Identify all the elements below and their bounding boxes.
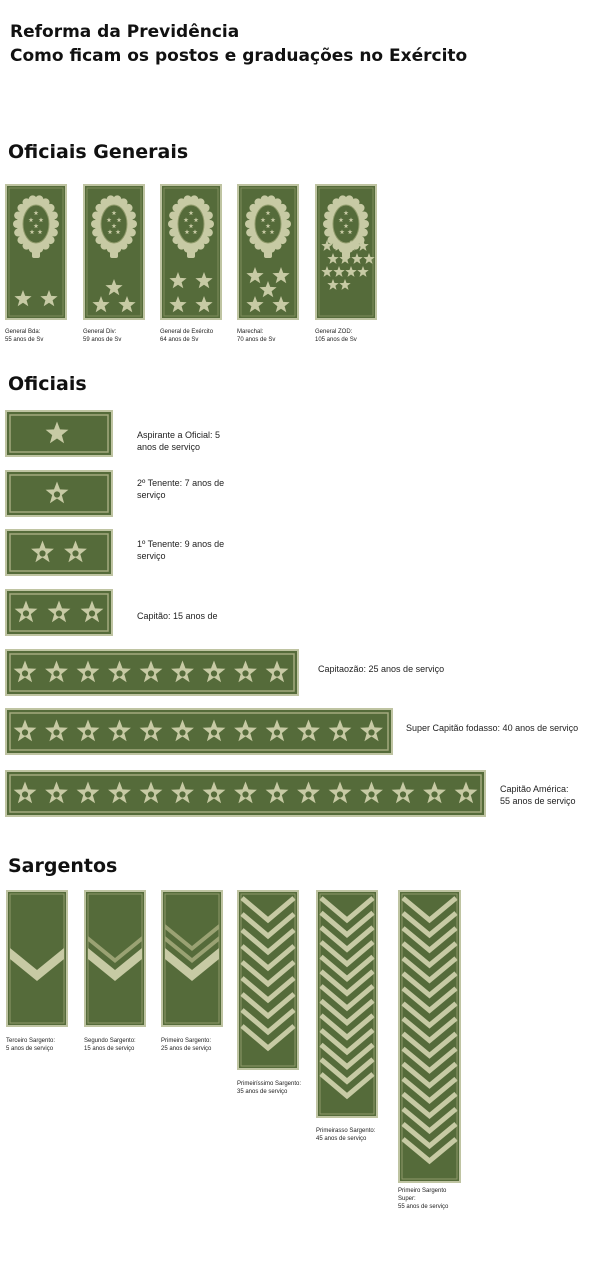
officer-years-label: serviço <box>137 490 166 500</box>
sergeant-patch-4 <box>237 890 299 1070</box>
general-years: 55 anos de Sv <box>5 337 44 343</box>
officer-rank-label: 1º Tenente: 9 anos de <box>137 539 225 549</box>
sergeant-caption <box>316 1127 375 1143</box>
general-years: 70 anos de Sv <box>237 337 276 343</box>
officer-rank-label: 2º Tenente: 7 anos de <box>137 478 225 488</box>
general-board-4 <box>237 184 299 344</box>
officer-rank-label: Aspirante a Oficial: 5 <box>137 430 221 440</box>
general-years: 64 anos de Sv <box>160 337 199 343</box>
sergeant-caption <box>237 1080 301 1096</box>
officer-rank-label: Capitaozão: 25 anos de serviço <box>318 664 445 674</box>
officer-bar-4 <box>5 589 113 636</box>
officer-rank-label: Super Capitão fodasso: 40 anos de serviço <box>406 723 579 733</box>
title-line-1: Reforma da Previdência <box>10 22 240 42</box>
sergeant-caption-line: Primeiro Sargento <box>398 1188 447 1194</box>
section-heading-sergeants: Sargentos <box>8 855 118 877</box>
sergeant-caption-line: Primeirasso Sargento: <box>316 1128 376 1134</box>
sergeant-patch-5 <box>316 890 378 1118</box>
general-caption <box>237 328 299 344</box>
sergeant-caption <box>6 1037 55 1053</box>
officer-rank-label: Capitão América: <box>500 784 569 794</box>
sergeant-patch-2 <box>84 890 146 1027</box>
officer-rank-label: Capitão: 15 anos de <box>137 611 218 621</box>
sergeant-caption-line: Primeiro Sargento: <box>161 1038 212 1044</box>
sergeant-patch-3 <box>161 890 223 1027</box>
general-name: General de Exército <box>160 329 214 335</box>
page-title <box>10 20 467 68</box>
officer-bar-7 <box>5 770 486 817</box>
sergeant-caption-line: Super: <box>398 1196 416 1202</box>
general-caption <box>160 328 222 344</box>
general-years: 105 anos de Sv <box>315 337 357 343</box>
sergeant-caption-line: Primeiríssimo Sargento: <box>237 1081 302 1087</box>
sergeant-caption-line: Segundo Sargento: <box>84 1038 136 1044</box>
officer-bar-5 <box>5 649 299 696</box>
section-heading-generals: Oficiais Generais <box>8 141 189 163</box>
officer-bar-6 <box>5 708 393 755</box>
officer-caption <box>406 722 578 734</box>
sergeant-caption-line: 5 anos de serviço <box>6 1046 54 1052</box>
general-caption <box>315 328 377 344</box>
officer-caption <box>137 610 218 622</box>
officer-caption <box>500 783 576 807</box>
officer-bar-2 <box>5 470 113 517</box>
sergeant-caption-line: 35 anos de serviço <box>237 1089 288 1095</box>
general-name: General ZOD: <box>315 329 353 335</box>
general-board-5 <box>315 184 377 344</box>
officer-bar-1 <box>5 410 113 457</box>
sergeant-caption <box>84 1037 136 1053</box>
sergeant-caption-line: Terceiro Sargento: <box>6 1038 56 1044</box>
sergeant-caption-line: 55 anos de serviço <box>398 1204 449 1210</box>
officer-bar-3 <box>5 529 113 576</box>
officer-caption <box>318 663 444 675</box>
general-name: General Div: <box>83 329 117 335</box>
sergeant-caption-line: 45 anos de serviço <box>316 1136 367 1142</box>
general-caption <box>83 328 145 344</box>
title-line-2: Como ficam os postos e graduações no Exército <box>10 46 468 66</box>
general-caption <box>5 328 67 344</box>
section-heading-officers: Oficiais <box>8 373 87 395</box>
general-board-1 <box>5 184 67 344</box>
officer-caption <box>137 538 224 562</box>
sergeant-caption <box>398 1187 448 1211</box>
general-name: Marechal: <box>237 329 264 335</box>
sergeant-patch-1 <box>6 890 68 1027</box>
sergeant-caption-line: 15 anos de serviço <box>84 1046 135 1052</box>
officer-caption <box>137 477 224 501</box>
general-name: General Bda: <box>5 329 41 335</box>
sergeant-patch-6 <box>398 890 461 1183</box>
sergeant-caption <box>161 1037 211 1053</box>
sergeant-caption-line: 25 anos de serviço <box>161 1046 212 1052</box>
officer-years-label: serviço <box>137 551 166 561</box>
general-board-2 <box>83 184 145 344</box>
officer-years-label: 55 anos de serviço <box>500 796 576 806</box>
general-board-3 <box>160 184 222 344</box>
officer-years-label: anos de serviço <box>137 442 201 452</box>
officer-caption <box>137 429 220 453</box>
general-years: 59 anos de Sv <box>83 337 122 343</box>
